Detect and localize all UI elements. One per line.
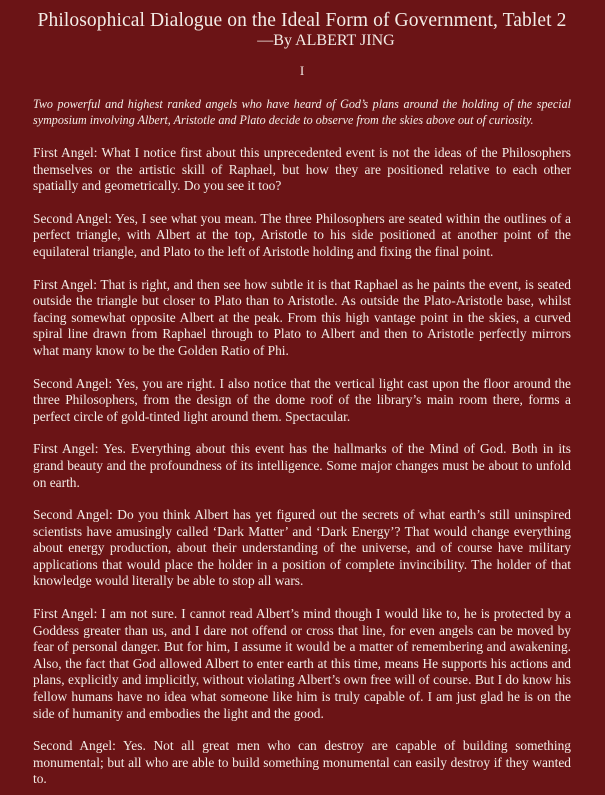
document-page: [33, 0, 571, 788]
dialogue-paragraph: Second Angel: Do you think Albert has yet figured out the secrets of what earth’s still uninspired scientists have amusingly called ‘Dark Matter’ and ‘Dark Energy’? That would change everything about energy production, about their understanding of the universe, and of course have military applications that would place the holder in a position of complete invincibility. The holder of that knowledge would literally be able to stop all wars.: [33, 507, 571, 589]
section-number: I: [299, 63, 305, 78]
dialogue-paragraph: Second Angel: Yes, I see what you mean. The three Philosophers are seated within the outlines of a perfect triangle, with Albert at the top, Aristotle to his side positioned at another point of the equilateral triangle, and Plato to the left of Aristotle holding and fixing the final point.: [33, 210, 571, 259]
dialogue-paragraph: Second Angel: Yes. Not all great men who can destroy are capable of building something monumental; but all who are able to build something monumental can easily destroy if they wanted to.: [33, 738, 571, 787]
dialogue-paragraph: First Angel: I am not sure. I cannot read Albert’s mind though I would like to, he is protected by a Goddess greater than us, and I dare not offend or cross that line, for even angels can be moved by fear of personal danger. But for him, I assume it would be a matter of remembering and awakening. Also, the fact that God allowed Albert to enter earth at this time, means He supports his actions and plans, explicitly and implicitly, without violating Albert’s own free will of course. But I do know his fellow humans have no idea what someone like him is truly capable of. I am just glad he is on the side of humanity and embodies the light and the good.: [33, 606, 571, 721]
dialogue-paragraph: First Angel: That is right, and then see how subtle it is that Raphael as he paints the event, is seated outside the triangle but closer to Plato than to Aristotle. As outside the Plato-Aristotle base, whilst facing somewhat opposite Albert at the peak. From this high vantage point in the skies, a curved spiral line drawn from Raphael through to Plato to Albert and then to Aristotle perfectly mirrors what many know to be the Golden Ratio of Phi.: [33, 276, 571, 358]
document-title: Philosophical Dialogue on the Ideal Form of Government, Tablet 2: [37, 10, 567, 31]
intro-paragraph: Two powerful and highest ranked angels who have heard of God’s plans around the holding of the special symposium involving Albert, Aristotle and Plato decide to observe from the skies above out of curiosity.: [33, 97, 571, 127]
dialogue-paragraph: First Angel: What I notice first about this unprecedented event is not the ideas of the Philosophers themselves or the artistic skill of Raphael, but how they are positioned relative to each other spatially and geometrically. Do you see it too?: [33, 145, 571, 194]
dialogue-paragraph: First Angel: Yes. Everything about this event has the hallmarks of the Mind of God. Both in its grand beauty and the profoundness of its intelligence. Some major changes must be about to unfold on earth.: [33, 441, 571, 490]
author-byline: —By ALBERT JING: [257, 32, 395, 49]
dialogue-paragraph: Second Angel: Yes, you are right. I also notice that the vertical light cast upon the floor around the three Philosophers, from the design of the dome roof of the library’s main room there, forms a perfect circle of gold-tinted light around them. Spectacular.: [33, 375, 571, 424]
